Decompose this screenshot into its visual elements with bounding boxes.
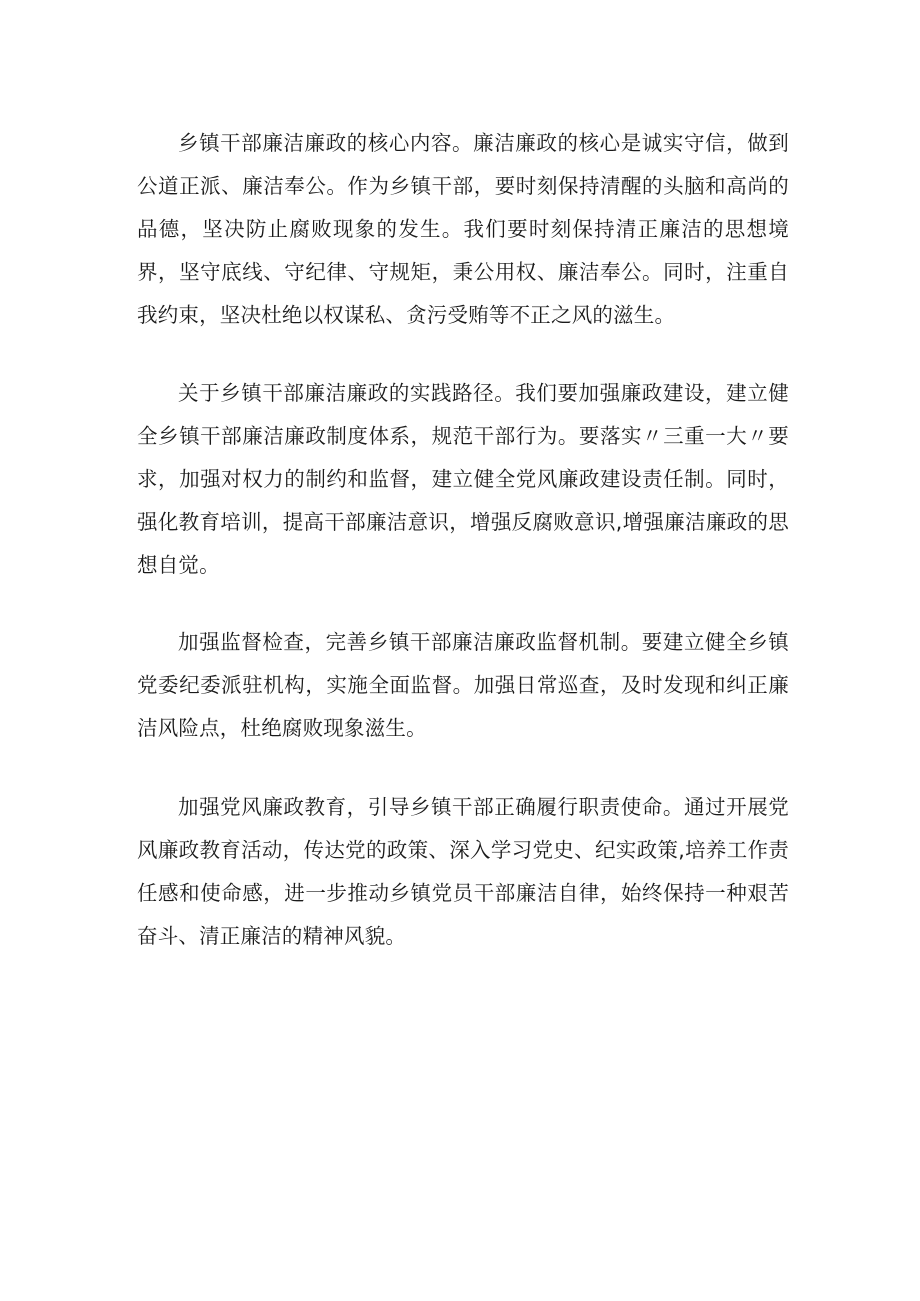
paragraph-core-content: 乡镇干部廉洁廉政的核心内容。廉洁廉政的核心是诚实守信，做到公道正派、廉洁奉公。作为乡镇干部，要时刻保持清醒的头脑和高尚的品德，坚决防止腐败现象的发生。我们要时刻保持清正廉洁的思想境界，坚守底线、守纪律、守规矩，秉公用权、廉洁奉公。同时，注重自我约束，坚决杜绝以权谋私、贪污受贿等不正之风的滋生。 xyxy=(137,131,789,327)
paragraph-education: 加强党风廉政教育，引导乡镇干部正确履行职责使命。通过开展党风廉政教育活动，传达党的政策、深入学习党史、纪实政策,培养工作责任感和使命感，进一步推动乡镇党员干部廉洁自律，始终保持一种艰苦奋斗、清正廉洁的精神风貌。 xyxy=(137,795,789,948)
paragraph-supervision: 加强监督检查，完善乡镇干部廉洁廉政监督机制。要建立健全乡镇党委纪委派驻机构，实施全面监督。加强日常巡查，及时发现和纠正廉洁风险点，杜绝腐败现象滋生。 xyxy=(137,630,789,740)
document-page xyxy=(137,122,789,958)
paragraph-practice-path: 关于乡镇干部廉洁廉政的实践路径。我们要加强廉政建设，建立健全乡镇干部廉洁廉政制度体系，规范干部行为。要落实〃三重一大〃要求，加强对权力的制约和监督，建立健全党风廉政建设责任制。同时，强化教育培训，提高干部廉洁意识，增强反腐败意识,增强廉洁廉政的思想自觉。 xyxy=(137,381,789,577)
